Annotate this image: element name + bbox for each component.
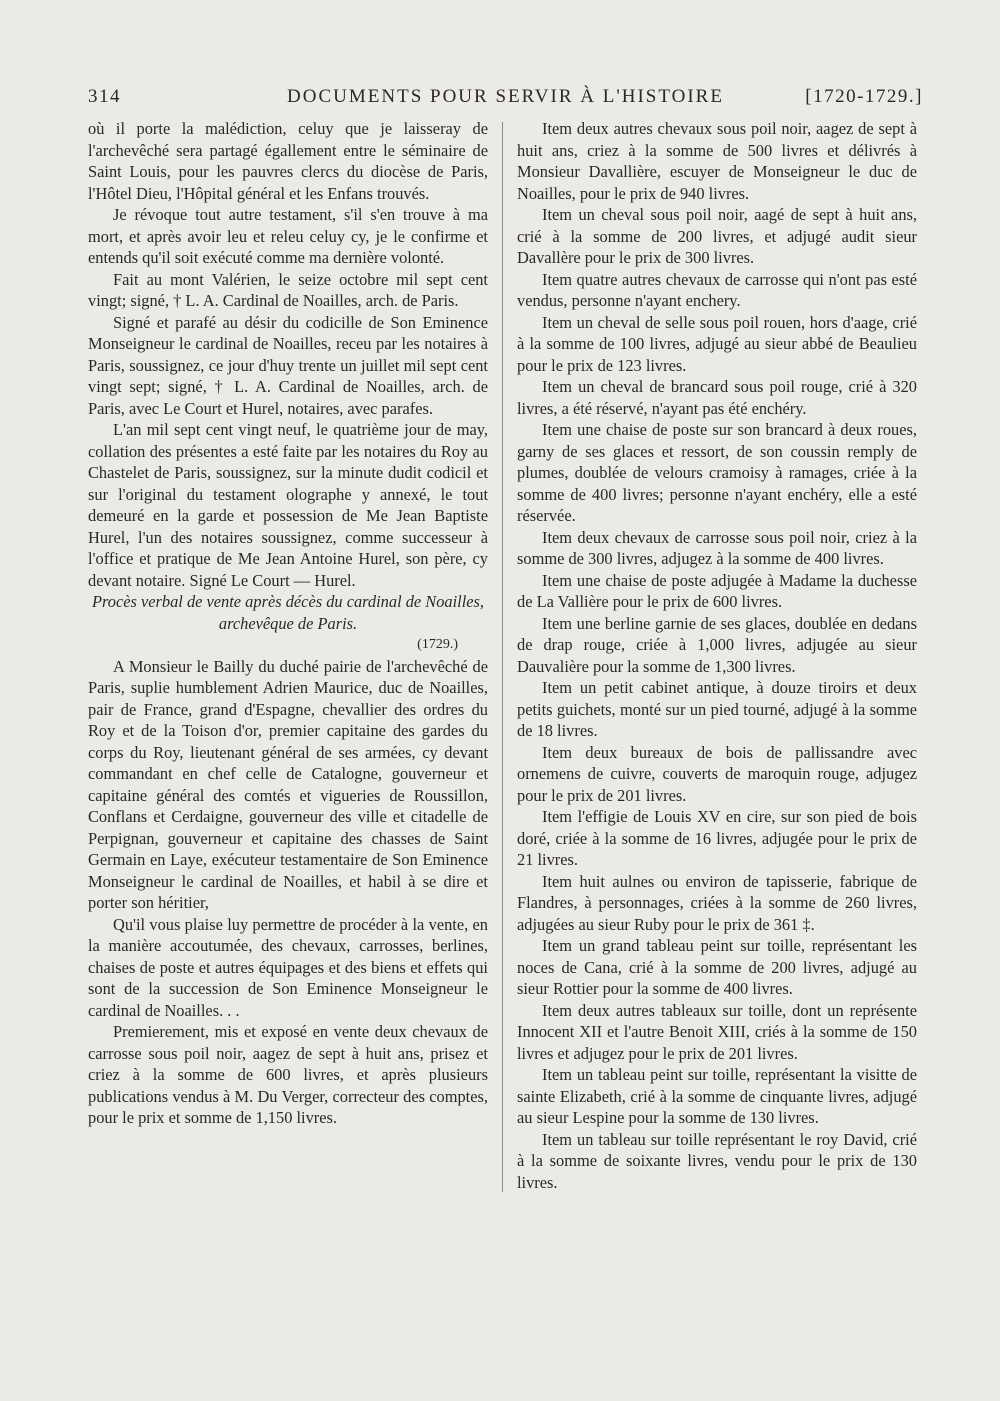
item-paragraph: Item un grand tableau peint sur toille, représentant les noces de Cana, crié à la somme de 200 livres, adjugé au sieur Rottier pour la somme de 400 livres.: [517, 936, 917, 998]
item-paragraph: Item deux autres tableaux sur toille, dont un représente Innocent XII et l'autre Benoit XIII, criés à la somme de 150 livres et adjugez pour le prix de 201 livres.: [517, 1000, 917, 1063]
section-date: (1729.): [417, 637, 458, 652]
running-title: DOCUMENTS POUR SERVIR À L'HISTOIRE: [287, 86, 724, 107]
item-paragraph: Item deux bureaux de bois de pallissandre avec ornemens de cuivre, couverts de maroquin rouge, adjugez pour le prix de 201 livres.: [517, 742, 917, 805]
paragraph: Premierement, mis et exposé en vente deux chevaux de carrosse sous poil noir, aagez de sept à huit ans, prisez et criez à la somme de 600 livres, et après plusieurs publications vendus à M. Du Verger, correcteur des comptes, pour le prix et somme de 1,150 livres.: [88, 1022, 488, 1127]
item-paragraph: Item un tableau sur toille représentant le roy David, crié à la somme de soixante livres, vendu pour le prix de 130 livres.: [517, 1129, 917, 1192]
item-paragraph: Item deux chevaux de carrosse sous poil noir, criez à la somme de 300 livres, adjugez à la somme de 400 livres.: [517, 527, 917, 568]
item-paragraph: Item un cheval sous poil noir, aagé de sept à huit ans, crié à la somme de 200 livres, et adjugé audit sieur Davallère pour le prix de 300 livres.: [517, 205, 917, 267]
item-paragraph: Item deux autres chevaux sous poil noir, aagez de sept à huit ans, criez à la somme de 500 livres et délivrés à Monsieur Davallière, escuyer de Monseigneur le duc de Noailles, pour le prix de 940 livres.: [517, 119, 917, 203]
left-column: [88, 118, 488, 1129]
paragraph: Qu'il vous plaise luy permettre de procéder à la vente, en la manière accoutumée, des chevaux, carrosses, berlines, chaises de poste et autres équipages et des biens et effets qui sont de la succession de Son Eminence Monseigneur le cardinal de Noailles. . .: [88, 914, 488, 1020]
paragraph: A Monsieur le Bailly du duché pairie de l'archevêché de Paris, suplie humblement Adrien Maurice, duc de Noailles, pair de France, grand d'Espagne, chevallier des ordres du Roy et de la Toison d'or, premier capitaine des gardes du corps du Roy, lieutenant général de ses armées, cy devant commandant en chef celle de Catalogne, gouverneur et capitaine général des comtés et vigueries de Roussillon, Conflans et Cerdaigne, gouverneur des ville et citadelle de Perpignan, gouverneur et capitaine des chasses de Saint Germain en Laye, exécuteur testamentaire de Son Eminence Monseigneur le cardinal de Noailles, et habil à se dire et porter son héritier,: [88, 656, 488, 912]
section-heading-line2: archevêque de Paris.: [218, 613, 358, 633]
section-heading: [88, 591, 488, 634]
right-column: [517, 118, 917, 1193]
year-range: [1720-1729.]: [805, 86, 923, 107]
item-paragraph: Item une berline garnie de ses glaces, doublée en dedans de drap rouge, criée à 1,000 livres, adjugée au sieur Dauvalière pour la somme de 1,300 livres.: [517, 613, 917, 676]
item-paragraph: Item une chaise de poste adjugée à Madame la duchesse de La Vallière pour le prix de 600 livres.: [517, 570, 917, 611]
item-paragraph: Item quatre autres chevaux de carrosse qui n'ont pas esté vendus, personne n'ayant enchery.: [517, 269, 917, 310]
item-paragraph: Item l'effigie de Louis XV en cire, sur son pied de bois doré, criée à la somme de 16 livres, adjugée pour le prix de 21 livres.: [517, 807, 917, 869]
paragraph: Je révoque tout autre testament, s'il s'en trouve à ma mort, et après avoir leu et releu celuy cy, je le confirme et entends qu'il soit exécuté comme ma dernière volonté.: [88, 205, 488, 267]
paragraph: Signé et parafé au désir du codicille de Son Eminence Monseigneur le cardinal de Noailles, receu par les notaires à Paris, soussignez, ce jour d'huy trente un juillet mil sept cent vingt sept; signé, † L. A. Cardinal de Noailles, arch. de Paris, avec Le Court et Hurel, notaires, avec parafes.: [88, 312, 488, 418]
item-paragraph: Item huit aulnes ou environ de tapisserie, fabrique de Flandres, à personnages, criées à la somme de 260 livres, adjugées au sieur Ruby pour le prix de 361 ‡.: [517, 871, 917, 934]
section-heading-line1: Procès verbal de vente après décès du cardinal de Noailles,: [91, 592, 485, 611]
page-number: 314: [88, 86, 121, 107]
paragraph: L'an mil sept cent vingt neuf, le quatrième jour de may, collation des présentes a esté faite par les notaires du Roy au Chastelet de Paris, soussignez, sur la minute dudit codicil et sur l'original du testament olographe y annexé, le tout demeuré en la garde et possession de Me Jean Baptiste Hurel, l'un des notaires soussignez, comme successeur à l'office et pratique de Me Jean Antoine Hurel, son père, cy devant notaire. Signé Le Court — Hurel.: [88, 420, 488, 590]
item-paragraph: Item un cheval de selle sous poil rouen, hors d'aage, crié à la somme de 100 livres, adjugé au sieur abbé de Beaulieu pour le prix de 123 livres.: [517, 312, 917, 375]
paragraph: où il porte la malédiction, celuy que je laisseray de l'archevêché sera partagé égallement entre le séminaire de Saint Louis, pour les pauvres clercs du diocèse de Paris, l'Hôtel Dieu, l'Hôpital général et les Enfans trouvés.: [88, 119, 488, 203]
paragraph: Fait au mont Valérien, le seize octobre mil sept cent vingt; signé, † L. A. Cardinal de Noailles, arch. de Paris.: [88, 269, 488, 310]
item-paragraph: Item une chaise de poste sur son brancard à deux roues, garny de ses glaces et ressort, de son coussin remply de plumes, doublée de velours cramoisy à ramages, criée à la somme de 400 livres; personne n'ayant enchéry, elle a esté réservée.: [517, 420, 917, 525]
item-paragraph: Item un tableau peint sur toille, représentant la visitte de sainte Elizabeth, crié à la somme de cinquante livres, adjugé au sieur Lespine pour la somme de 130 livres.: [517, 1065, 917, 1127]
item-paragraph: Item un petit cabinet antique, à douze tiroirs et deux petits guichets, monté sur un pied tourné, adjugé à la somme de 18 livres.: [517, 678, 917, 740]
column-divider: [502, 122, 503, 1192]
item-paragraph: Item un cheval de brancard sous poil rouge, crié à 320 livres, a été réservé, n'ayant pas été enchéry.: [517, 377, 917, 418]
